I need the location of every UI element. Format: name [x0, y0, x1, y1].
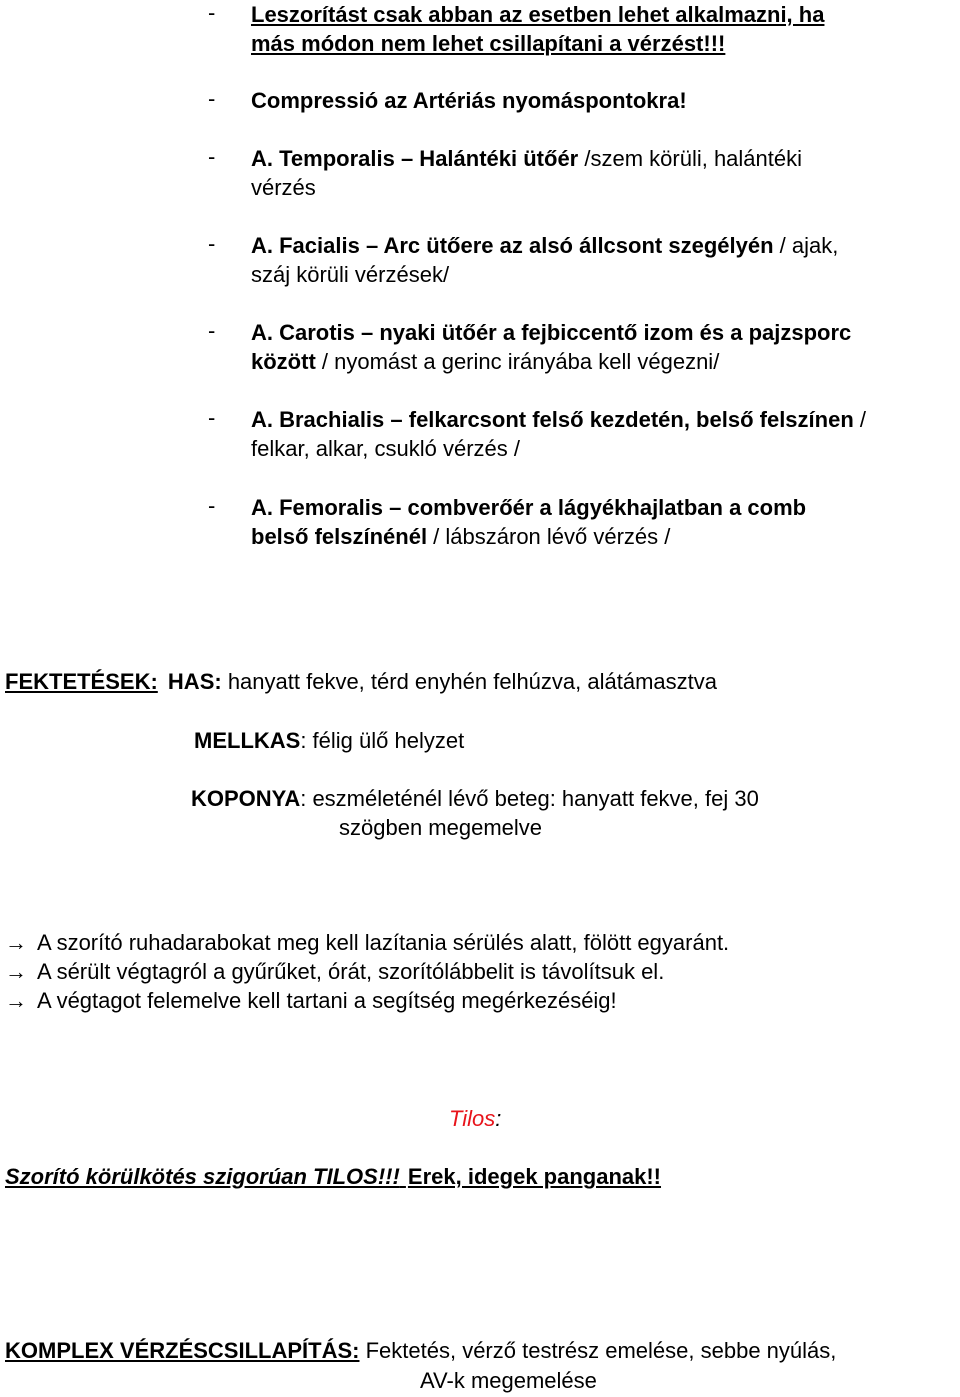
- positions-row-koponya-line2: szögben megemelve: [339, 815, 543, 840]
- tilos-text2: Erek, idegek panganak!!: [407, 1164, 662, 1189]
- list-item-facialis-line2: száj körüli vérzések/: [251, 262, 450, 287]
- list-item-tourniquet-line2: más módon nem lehet csillapítani a vérzést!!!: [251, 31, 726, 56]
- positions-row-koponya: [191, 784, 759, 813]
- list-item-compression: Compressió az Artériás nyomáspontokra!: [251, 88, 687, 113]
- list-item-carotis-line2: [251, 347, 719, 376]
- positions-row-has: [5, 667, 717, 696]
- list-dash: -: [208, 0, 216, 25]
- item-desc: /: [853, 407, 866, 432]
- tilos-statement: [5, 1162, 661, 1191]
- list-item-tourniquet-line1: Leszorítást csak abban az esetben lehet alkalmazni, ha: [251, 2, 825, 27]
- arrow-line: [5, 986, 617, 1015]
- arrow-line-text: A végtagot felemelve kell tartani a segítség megérkezéséig!: [37, 988, 617, 1013]
- item-desc: / lábszáron lévő vérzés /: [427, 524, 671, 549]
- has-label: HAS:: [167, 669, 222, 694]
- item-term: A. Facialis – Arc ütőere az alsó állcsont szegélyén: [251, 233, 774, 258]
- list-item-brachialis-line2: felkar, alkar, csukló vérzés /: [251, 436, 520, 461]
- list-dash: -: [208, 86, 216, 111]
- list-dash: -: [208, 231, 216, 256]
- item-term: között: [251, 349, 316, 374]
- list-item-brachialis: [251, 405, 866, 434]
- has-text: hanyatt fekve, térd enyhén felhúzva, alátámasztva: [221, 669, 717, 694]
- arrow-line-text: A szorító ruhadarabokat meg kell lazítania sérülés alatt, fölött egyaránt.: [37, 930, 730, 955]
- komplex-text: Fektetés, vérző testrész emelése, sebbe nyúlás,: [359, 1338, 837, 1363]
- komplex-heading: KOMPLEX VÉRZÉSCSILLAPÍTÁS:: [5, 1338, 360, 1363]
- tilos-colon: :: [495, 1106, 502, 1131]
- list-item-temporalis-line2: vérzés: [251, 175, 316, 200]
- arrow-right-icon: →: [5, 959, 27, 984]
- arrow-line: [5, 957, 664, 986]
- tilos-word: Tilos: [449, 1106, 496, 1131]
- positions-heading: FEKTETÉSEK:: [5, 669, 158, 694]
- item-term: A. Brachialis – felkarcsont felső kezdetén, belső felszínen: [251, 407, 854, 432]
- list-dash: -: [208, 493, 216, 518]
- mellkas-text: : félig ülő helyzet: [300, 728, 465, 753]
- koponya-text: : eszméleténél lévő beteg: hanyatt fekve, fej 30: [300, 786, 759, 811]
- arrow-right-icon: →: [5, 988, 27, 1013]
- item-desc: / ajak,: [773, 233, 839, 258]
- arrow-line-text: A sérült végtagról a gyűrűket, órát, szorítólábbelit is távolítsuk el.: [37, 959, 665, 984]
- item-term: A. Temporalis – Halántéki ütőér: [251, 146, 579, 171]
- list-item-femoralis: A. Femoralis – combverőér a lágyékhajlatban a comb: [251, 495, 807, 520]
- list-item-femoralis-line2: [251, 522, 670, 551]
- komplex-row: [5, 1336, 836, 1365]
- list-dash: -: [208, 405, 216, 430]
- tilos-title: [449, 1104, 501, 1133]
- item-desc: /szem körüli, halántéki: [578, 146, 803, 171]
- item-desc: / nyomást a gerinc irányába kell végezni/: [315, 349, 720, 374]
- list-dash: -: [208, 144, 216, 169]
- arrow-line: [5, 928, 729, 957]
- list-item-facialis: [251, 231, 838, 260]
- mellkas-label: MELLKAS: [194, 728, 301, 753]
- item-term: belső felszínénél: [251, 524, 428, 549]
- list-item-carotis: A. Carotis – nyaki ütőér a fejbiccentő izom és a pajzsporc: [251, 320, 852, 345]
- koponya-label: KOPONYA: [191, 786, 301, 811]
- positions-row-mellkas: [194, 726, 464, 755]
- tilos-text1: Szorító körülkötés szigorúan TILOS!!!: [5, 1164, 400, 1189]
- list-item-temporalis: [251, 144, 802, 173]
- komplex-line2: AV-k megemelése: [420, 1368, 597, 1393]
- list-dash: -: [208, 318, 216, 343]
- arrow-right-icon: →: [5, 930, 27, 955]
